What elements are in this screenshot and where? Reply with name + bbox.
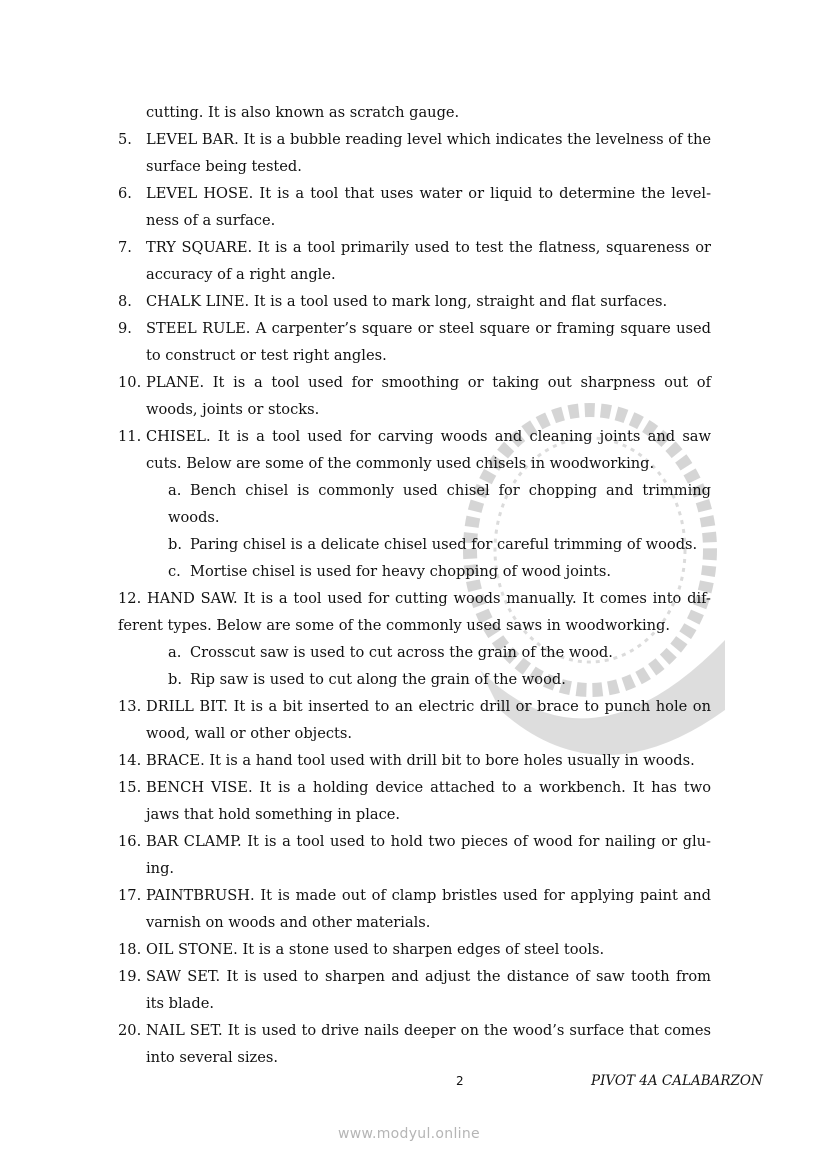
site-watermark: www.modyul.online (338, 1126, 480, 1142)
list-item-number: 15. (118, 779, 142, 796)
list-item-text: BENCH VISE. It is a holding device attached to a workbench. It has two (146, 779, 711, 796)
list-item-text: surface being tested. (146, 158, 302, 175)
list-item-number: 7. (118, 239, 132, 256)
list-item-text: jaws that hold something in place. (146, 806, 401, 823)
list-item-number: 14. (118, 752, 142, 769)
list-item-number: 11. (118, 428, 142, 445)
list-item-text: Rip saw is used to cut along the grain of the wood. (190, 671, 566, 688)
list-item-text: LEVEL BAR. It is a bubble reading level which indicates the levelness of the (146, 131, 711, 148)
list-item-text: PLANE. It is a tool used for smoothing or taking out sharpness out of (146, 374, 711, 391)
list-item-number: 5. (118, 131, 132, 148)
list-item-number: 18. (118, 941, 142, 958)
list-item-text: DRILL BIT. It is a bit inserted to an electric drill or brace to punch hole on (146, 698, 711, 715)
list-item-number: a. (168, 482, 182, 499)
footer-label: PIVOT 4A CALABARZON (591, 1073, 763, 1089)
list-item-text: ferent types. Below are some of the commonly used saws in woodworking. (118, 617, 671, 634)
list-item-text: cutting. It is also known as scratch gauge. (146, 104, 460, 121)
list-item-text: accuracy of a right angle. (146, 266, 336, 283)
list-item-text: its blade. (146, 995, 214, 1012)
list-item-number: a. (168, 644, 182, 661)
list-item-number: 17. (118, 887, 142, 904)
list-item-number: 9. (118, 320, 132, 337)
list-item-text: to construct or test right angles. (146, 347, 387, 364)
list-item-number: 19. (118, 968, 142, 985)
list-item-text: OIL STONE. It is a stone used to sharpen edges of steel tools. (146, 941, 605, 958)
page-number: 2 (456, 1074, 464, 1088)
list-item-text: SAW SET. It is used to sharpen and adjust the distance of saw tooth from (146, 968, 711, 985)
list-item-text: CHALK LINE. It is a tool used to mark long, straight and flat surfaces. (146, 293, 668, 310)
list-item-text: woods, joints or stocks. (146, 401, 320, 418)
list-item-text: 12. HAND SAW. It is a tool used for cutting woods manually. It comes into dif- (118, 590, 711, 607)
list-item-text: wood, wall or other objects. (146, 725, 353, 742)
list-item-text: into several sizes. (146, 1049, 278, 1066)
list-item-text: PAINTBRUSH. It is made out of clamp bristles used for applying paint and (146, 887, 711, 904)
list-item-text: NAIL SET. It is used to drive nails deeper on the wood’s surface that comes (146, 1022, 711, 1039)
list-item-text: BRACE. It is a hand tool used with drill bit to bore holes usually in woods. (146, 752, 695, 769)
list-item-text: STEEL RULE. A carpenter’s square or steel square or framing square used (146, 320, 711, 337)
list-item-text: cuts. Below are some of the commonly used chisels in woodworking. (146, 455, 655, 472)
list-item-text: woods. (168, 509, 220, 526)
list-item-number: c. (168, 563, 181, 580)
list-item-text: BAR CLAMP. It is a tool used to hold two pieces of wood for nailing or glu- (146, 833, 711, 850)
list-item-text: CHISEL. It is a tool used for carving woods and cleaning joints and saw (146, 428, 711, 445)
list-item-number: b. (168, 536, 182, 553)
list-item-number: 6. (118, 185, 132, 202)
list-item-text: ing. (146, 860, 175, 877)
list-item-text: Paring chisel is a delicate chisel used for careful trimming of woods. (190, 536, 698, 553)
list-item-text: Bench chisel is commonly used chisel for chopping and trimming (190, 482, 711, 499)
list-item-number: 20. (118, 1022, 142, 1039)
list-item-text: Crosscut saw is used to cut across the grain of the wood. (190, 644, 613, 661)
list-item-number: 16. (118, 833, 142, 850)
list-item-text: varnish on woods and other materials. (146, 914, 431, 931)
list-item-text: LEVEL HOSE. It is a tool that uses water or liquid to determine the level- (146, 185, 711, 202)
list-item-text: ness of a surface. (146, 212, 276, 229)
list-item-number: 10. (118, 374, 142, 391)
list-item-text: Mortise chisel is used for heavy chopping of wood joints. (190, 563, 611, 580)
list-item-number: 13. (118, 698, 142, 715)
list-item-text: TRY SQUARE. It is a tool primarily used to test the flatness, squareness or (146, 239, 711, 256)
list-item-number: b. (168, 671, 182, 688)
list-item-number: 8. (118, 293, 132, 310)
